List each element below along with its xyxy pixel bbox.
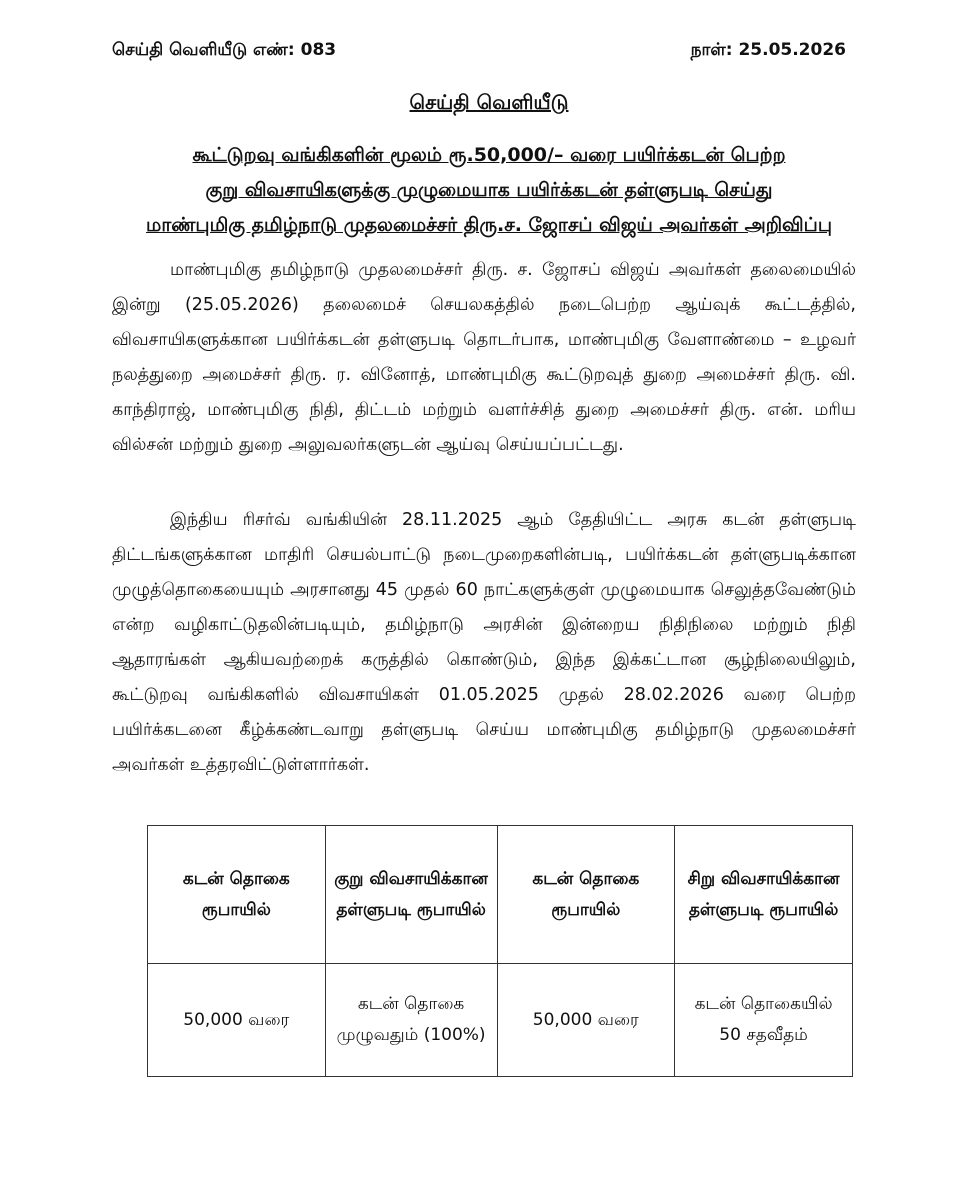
release-title-text: செய்தி வெளியீடு — [409, 90, 569, 114]
headline — [100, 138, 878, 243]
cell-loan-amount-small: 50,000 வரை — [497, 964, 675, 1077]
release-date: நாள்: 25.05.2026 — [690, 40, 846, 60]
paragraph-1: மாண்புமிகு தமிழ்நாடு முதலமைச்சர் திரு. ச. ஜோசப் விஜய் அவர்கள் தலைமையில் இன்று (25.05.2026) தலைமைச் செயலகத்தில் நடைபெற்ற ஆய்வுக் கூட்டத்தில், விவசாயிகளுக்கான பயிர்க்கடன் தள்ளுபடி தொடர்பாக, மாண்புமிகு வேளாண்மை – உழவர் நலத்துறை அமைச்சர் திரு. ர. வினோத், மாண்புமிகு கூட்டுறவுத் துறை அமைச்சர் திரு. வி. காந்திராஜ், மாண்புமிகு நிதி, திட்டம் மற்றும் வளர்ச்சித் துறை அமைச்சர் திரு. என். மரிய வில்சன் மற்றும் துறை அலுவலர்களுடன் ஆய்வு செய்யப்பட்டது. — [112, 260, 856, 455]
cell-small-farmer-waiver: கடன் தொகையில் 50 சதவீதம் — [675, 964, 853, 1077]
release-number: செய்தி வெளியீடு எண்: 083 — [112, 40, 337, 60]
release-title — [0, 90, 978, 117]
header-marginal-farmer-waiver: குறு விவசாயிக்கான தள்ளுபடி ரூபாயில் — [325, 826, 497, 964]
table-row — [148, 964, 853, 1077]
cell-loan-amount-marginal: 50,000 வரை — [148, 964, 326, 1077]
header-row — [112, 40, 846, 62]
header-loan-amount-small: கடன் தொகை ரூபாயில் — [497, 826, 675, 964]
cell-marginal-farmer-waiver: கடன் தொகை முழுவதும் (100%) — [325, 964, 497, 1077]
headline-line-1: கூட்டுறவு வங்கிகளின் மூலம் ரூ.50,000/– வரை பயிர்க்கடன் பெற்ற — [192, 144, 786, 166]
table-header-row — [148, 826, 853, 964]
header-small-farmer-waiver: சிறு விவசாயிக்கான தள்ளுபடி ரூபாயில் — [675, 826, 853, 964]
loan-waiver-table — [147, 825, 853, 1077]
header-loan-amount-marginal: கடன் தொகை ரூபாயில் — [148, 826, 326, 964]
headline-line-2: குறு விவசாயிகளுக்கு முழுமையாக பயிர்க்கடன் தள்ளுபடி செய்து — [205, 179, 773, 201]
paragraph-2: இந்திய ரிசர்வ் வங்கியின் 28.11.2025 ஆம் தேதியிட்ட அரசு கடன் தள்ளுபடி திட்டங்களுக்கான மாதிரி செயல்பாட்டு நடைமுறைகளின்படி, பயிர்க்கடன் தள்ளுபடிக்கான முழுத்தொகையையும் அரசானது 45 முதல் 60 நாட்களுக்குள் முழுமையாக செலுத்தவேண்டும் என்ற வழிகாட்டுதலின்படியும், தமிழ்நாடு அரசின் இன்றைய நிதிநிலை மற்றும் நிதி ஆதாரங்கள் ஆகியவற்றைக் கருத்தில் கொண்டும், இந்த இக்கட்டான சூழ்நிலையிலும், கூட்டுறவு வங்கிகளில் விவசாயிகள் 01.05.2025 முதல் 28.02.2026 வரை பெற்ற பயிர்க்கடனை கீழ்க்கண்டவாறு தள்ளுபடி செய்ய மாண்புமிகு தமிழ்நாடு முதலமைச்சர் அவர்கள் உத்தரவிட்டுள்ளார்கள். — [112, 510, 856, 775]
headline-line-3: மாண்புமிகு தமிழ்நாடு முதலமைச்சர் திரு.ச. ஜோசப் விஜய் அவர்கள் அறிவிப்பு — [146, 214, 832, 236]
